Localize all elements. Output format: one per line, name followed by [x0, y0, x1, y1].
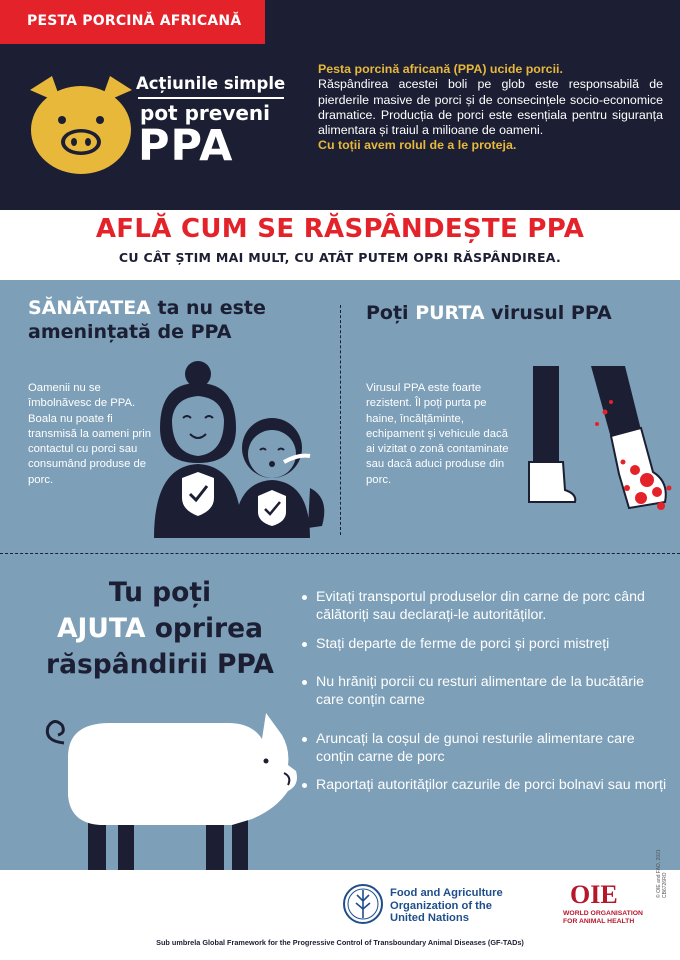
- pig-head-icon: [22, 70, 140, 178]
- oie-logo: OIE: [570, 880, 618, 909]
- list-item-text: Stați departe de ferme de porci și porci mistreți: [316, 636, 610, 652]
- bullet-icon: [302, 737, 307, 742]
- list-item-text: Raportați autorităților cazurile de porci bolnavi sau morți: [316, 777, 667, 793]
- right-title-pre: Poți: [366, 302, 416, 324]
- fao-name: [390, 887, 503, 925]
- bullet-icon: [302, 595, 307, 600]
- fao-line-1: Food and Agriculture: [390, 887, 503, 899]
- list-item: [300, 588, 670, 624]
- bullet-icon: [302, 680, 307, 685]
- intro-close: Cu toții avem rolul de a le proteja.: [318, 138, 517, 153]
- list-item-text: Evitați transportul produselor din carne de porc când călătoriți sau declarați-le autorităților.: [316, 589, 645, 623]
- copyright-notice: © OIE and FAO, 2021: [656, 849, 662, 898]
- help-line-3: răspândirii PPA: [46, 649, 274, 680]
- sub-headline: CU CÂT ȘTIM MAI MULT, CU ATÂT PUTEM OPRI RĂSPÂNDIREA.: [118, 250, 562, 265]
- left-panel-text: Oamenii nu se îmbolnăvesc de PPA. Boala nu poate fi transmisă la oameni prin contactul cu porci sau consumând produse de porc.: [28, 382, 152, 486]
- fao-line-2: Organization of the: [390, 899, 492, 912]
- list-item-text: Nu hrăniți porcii cu resturi alimentare de la bucătărie care conțin carne: [316, 674, 645, 708]
- bullet-icon: [302, 783, 307, 788]
- title-line-2: pot preveni: [140, 101, 271, 125]
- right-panel-title: [366, 302, 612, 324]
- main-headline: AFLĂ CUM SE RĂSPÂNDEȘTE PPA: [95, 214, 585, 244]
- help-heading: [30, 575, 290, 683]
- fao-line-3: United Nations: [390, 912, 469, 924]
- bullet-icon: [302, 642, 307, 647]
- list-item: [300, 673, 670, 709]
- help-line-2-rest: oprirea: [145, 613, 263, 644]
- contaminated-boots-illustration: [515, 362, 675, 542]
- people-illustration: [150, 358, 340, 538]
- intro-lead: Pesta porcină africană (PPA) ucide porcii.: [318, 62, 563, 76]
- title-underline: [138, 97, 284, 99]
- help-line-1: Tu poți: [108, 577, 212, 608]
- oie-line-1: WORLD ORGANISATION: [563, 910, 643, 917]
- title-ppa: PPA: [138, 121, 234, 171]
- left-title-rest: ta nu este amenințată de PPA: [28, 297, 266, 343]
- left-panel-title: [28, 296, 328, 344]
- right-title-highlight: PURTA: [415, 302, 485, 324]
- prevention-list: [300, 588, 670, 794]
- help-line-2: [30, 611, 290, 647]
- oie-line-2: FOR ANIMAL HEALTH: [563, 918, 635, 925]
- intro-body: Răspândirea acestei boli pe glob este responsabilă de pierderile masive de porci și de consecințele socio-economice dramatice. Producția de porci este esențiala pentru siguranța alimentara și traiul a milioane de oameni.: [318, 77, 663, 138]
- fao-logo-icon: [342, 883, 384, 925]
- intro-text: [318, 62, 663, 154]
- right-panel-text: Virusul PPA este foarte rezistent. Îl poți purta pe haine, încălțăminte, echipament și vehicule dacă ai vizitat o zonă contaminate sau dacă aduci produse din porc.: [366, 382, 509, 486]
- left-title-highlight: SĂNĂTATEA: [28, 297, 151, 319]
- list-item-text: Aruncați la coșul de gunoi resturile alimentare care conțin carne de porc: [316, 731, 635, 765]
- list-item: [300, 776, 670, 794]
- list-item: [300, 635, 670, 653]
- help-highlight: AJUTA: [57, 613, 146, 644]
- umbrella-note: Sub umbrela Global Framework for the Progressive Control of Transboundary Animal Diseases (GF-TADs): [156, 938, 524, 947]
- horizontal-divider: [0, 553, 680, 554]
- title-line-1: Acțiunile simple: [136, 74, 286, 93]
- pig-silhouette-illustration: [30, 705, 300, 870]
- right-title-post: virusul PPA: [484, 302, 612, 324]
- oie-name: [563, 910, 643, 926]
- list-item: [300, 730, 670, 766]
- document-code: CB6726RO: [662, 872, 668, 898]
- topic-tag: PESTA PORCINĂ AFRICANĂ: [0, 0, 265, 44]
- vertical-divider: [340, 305, 341, 535]
